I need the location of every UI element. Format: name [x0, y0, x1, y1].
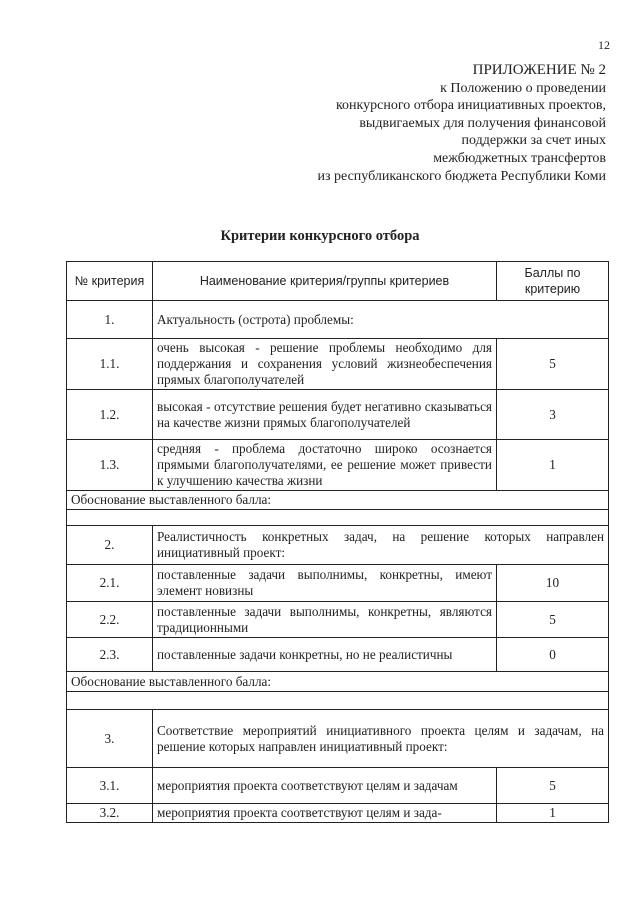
item-number: 2.3. [67, 638, 153, 672]
appendix-header [246, 62, 606, 185]
item-text: поставленные задачи конкретны, но не реалистичны [153, 638, 497, 672]
item-score: 10 [497, 565, 609, 602]
item-text: очень высокая - решение проблемы необходимо для поддержания и сохранения условий жизнеобеспечения прямых благополучателей [153, 339, 497, 390]
item-score: 5 [497, 768, 609, 804]
appendix-line: к Положению о проведении [440, 80, 606, 96]
header-criterion: Наименование критерия/группы критериев [153, 262, 497, 301]
page-number: 12 [598, 38, 610, 52]
header-score: Баллы по критерию [497, 262, 609, 301]
item-number: 1.3. [67, 440, 153, 491]
item-score: 1 [497, 804, 609, 823]
table-row [67, 602, 609, 638]
item-score: 1 [497, 440, 609, 491]
item-text: средняя - проблема достаточно широко осознается прямыми благополучателями, ее решение может привести к улучшению качества жизни [153, 440, 497, 491]
group-row [67, 526, 609, 565]
item-score: 3 [497, 390, 609, 440]
table-row [67, 440, 609, 491]
header-number: № критерия [67, 262, 153, 301]
document-title: Критерии конкурсного отбора [220, 228, 420, 244]
group-title: Актуальность (острота) проблемы: [153, 301, 609, 339]
appendix-line: поддержки за счет иных [461, 133, 606, 149]
item-number: 1.1. [67, 339, 153, 390]
appendix-line: из республиканского бюджета Республики Коми [317, 168, 606, 184]
blank-row [67, 692, 609, 710]
item-score: 5 [497, 602, 609, 638]
table-row [67, 339, 609, 390]
blank-cell [67, 510, 609, 526]
item-text: высокая - отсутствие решения будет негативно сказываться на качестве жизни прямых благополучателей [153, 390, 497, 440]
appendix-title: ПРИЛОЖЕНИЕ № 2 [472, 62, 606, 78]
group-row [67, 710, 609, 768]
item-text: поставленные задачи выполнимы, конкретны, являются традиционными [153, 602, 497, 638]
item-text: поставленные задачи выполнимы, конкретны, имеют элемент новизны [153, 565, 497, 602]
item-number: 1.2. [67, 390, 153, 440]
item-score: 0 [497, 638, 609, 672]
table-row [67, 638, 609, 672]
table-row [67, 390, 609, 440]
table-header-row [67, 262, 609, 301]
item-number: 3.1. [67, 768, 153, 804]
group-number: 3. [67, 710, 153, 768]
group-title: Соответствие мероприятий инициативного проекта целям и задачам, на решение которых направлен инициативный проект: [153, 710, 609, 768]
table-row [67, 565, 609, 602]
justification-row [67, 672, 609, 692]
justification-label: Обоснование выставленного балла: [67, 672, 609, 692]
blank-cell [67, 692, 609, 710]
appendix-line: межбюджетных трансфертов [433, 150, 606, 166]
criteria-table [66, 261, 609, 823]
item-text: мероприятия проекта соответствуют целям и зада- [153, 804, 497, 823]
table-row [67, 768, 609, 804]
group-row [67, 301, 609, 339]
table-row [67, 804, 609, 823]
group-title: Реалистичность конкретных задач, на решение которых направлен инициативный проект: [153, 526, 609, 565]
item-number: 2.2. [67, 602, 153, 638]
appendix-line: конкурсного отбора инициативных проектов, [335, 98, 606, 114]
justification-label: Обоснование выставленного балла: [67, 491, 609, 510]
appendix-line: выдвигаемых для получения финансовой [359, 115, 606, 131]
blank-row [67, 510, 609, 526]
item-score: 5 [497, 339, 609, 390]
group-number: 2. [67, 526, 153, 565]
item-number: 3.2. [67, 804, 153, 823]
justification-row [67, 491, 609, 510]
item-text: мероприятия проекта соответствуют целям и задачам [153, 768, 497, 804]
item-number: 2.1. [67, 565, 153, 602]
group-number: 1. [67, 301, 153, 339]
